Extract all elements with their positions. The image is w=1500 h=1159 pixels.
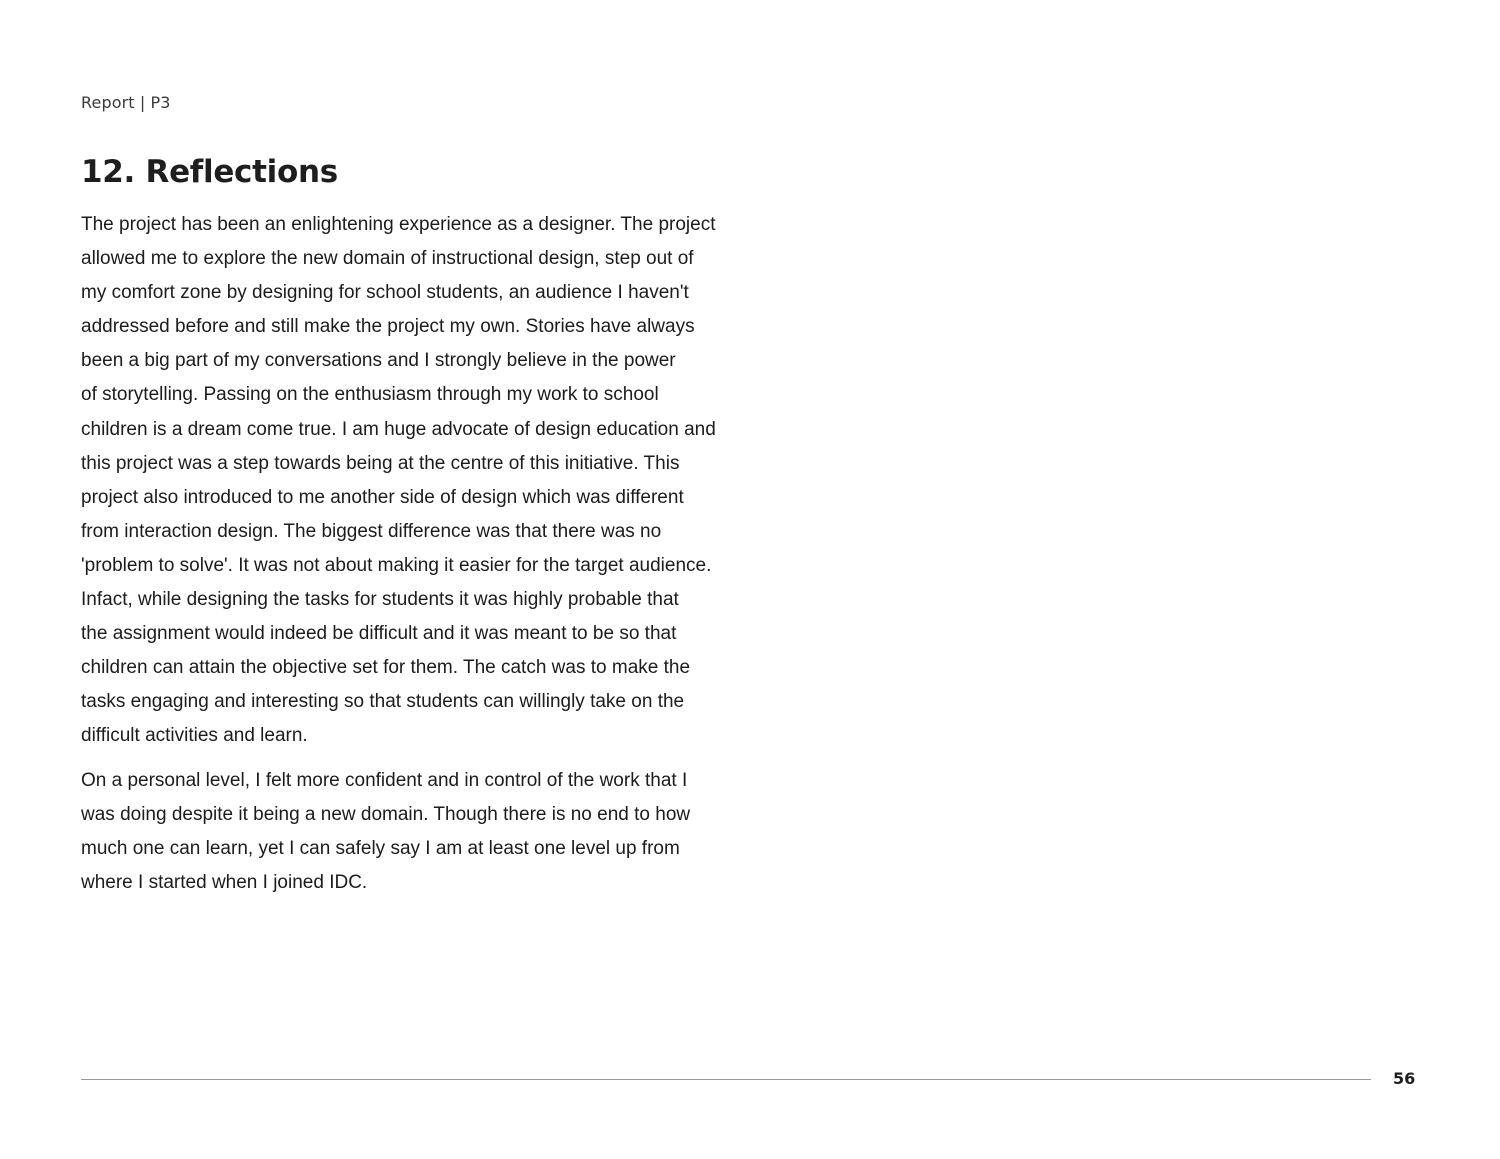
text-line: where I started when I joined IDC.	[81, 871, 368, 893]
paragraph	[81, 764, 741, 900]
text-line: children can attain the objective set for them. The catch was to make the	[81, 657, 691, 679]
text-line: addressed before and still make the project my own. Stories have always	[81, 316, 695, 338]
text-line: tasks engaging and interesting so that students can willingly take on the	[81, 691, 685, 713]
text-line: children is a dream come true. I am huge advocate of design education and	[81, 418, 716, 440]
text-line: 'problem to solve'. It was not about making it easier for the target audience.	[81, 554, 712, 576]
text-line: Infact, while designing the tasks for students it was highly probable that	[81, 589, 679, 611]
text-line: difficult activities and learn.	[81, 725, 308, 747]
page-number: 56	[1393, 1069, 1416, 1088]
text-line: this project was a step towards being at the centre of this initiative. This	[81, 452, 680, 474]
text-line: was doing despite it being a new domain. Though there is no end to how	[81, 803, 691, 825]
section-body	[81, 208, 741, 900]
text-line: On a personal level, I felt more confident and in control of the work that I	[81, 769, 688, 791]
text-line: project also introduced to me another side of design which was different	[81, 486, 684, 508]
footer-divider	[81, 1079, 1371, 1080]
text-line: the assignment would indeed be difficult and it was meant to be so that	[81, 623, 677, 645]
text-line: much one can learn, yet I can safely say I am at least one level up from	[81, 837, 680, 859]
text-line: of storytelling. Passing on the enthusiasm through my work to school	[81, 384, 659, 406]
section-title: 12. Reflections	[81, 154, 338, 190]
text-line: The project has been an enlightening experience as a designer. The project	[81, 214, 716, 235]
paragraph	[81, 208, 741, 754]
text-line: from interaction design. The biggest difference was that there was no	[81, 520, 662, 542]
text-line: allowed me to explore the new domain of instructional design, step out of	[81, 248, 694, 270]
running-header: Report | P3	[81, 93, 171, 112]
text-line: my comfort zone by designing for school students, an audience I haven't	[81, 282, 689, 304]
text-line: been a big part of my conversations and I strongly believe in the power	[81, 350, 676, 372]
